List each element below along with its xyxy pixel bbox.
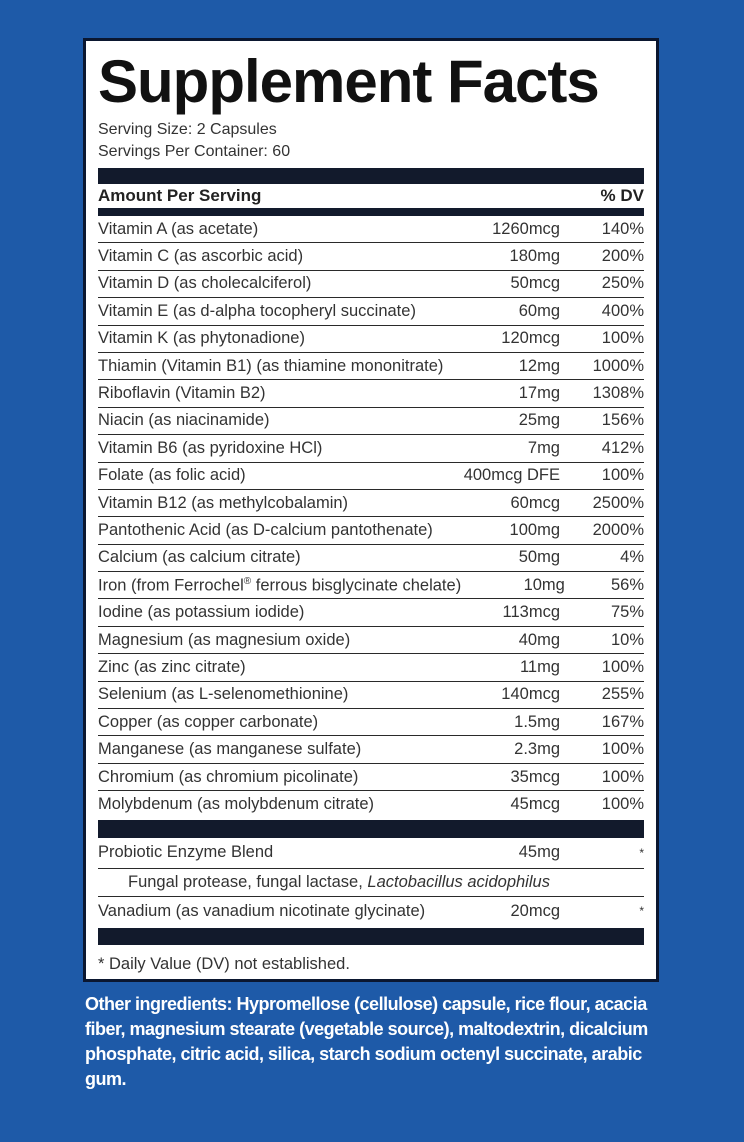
nutrient-row	[98, 736, 644, 763]
nutrient-dv: 4%	[620, 548, 644, 567]
nutrient-row	[98, 545, 644, 572]
nutrient-amount: 17mg	[518, 384, 560, 403]
vanadium-dv: *	[639, 904, 644, 919]
nutrient-amount: 45mcg	[510, 794, 560, 813]
nutrient-row	[98, 271, 644, 298]
divider-thick	[98, 928, 644, 945]
nutrient-name: Copper (as copper carbonate)	[98, 712, 319, 731]
nutrient-amount: 50mcg	[510, 274, 560, 293]
header-amount: Amount Per Serving	[98, 186, 262, 205]
nutrient-row	[98, 682, 644, 709]
nutrient-name: Vitamin C (as ascorbic acid)	[98, 247, 304, 266]
nutrient-dv: 167%	[601, 712, 644, 731]
nutrient-row	[98, 572, 644, 599]
nutrient-dv: 2500%	[592, 493, 644, 512]
blend-dv: *	[639, 845, 644, 860]
blend-amount: 45mg	[518, 843, 560, 862]
nutrient-name: Iron (from Ferrochel® ferrous bisglycinate chelate)	[98, 575, 462, 595]
nutrient-row	[98, 599, 644, 626]
nutrient-name: Riboflavin (Vitamin B2)	[98, 384, 266, 403]
nutrient-dv: 1308%	[592, 384, 644, 403]
nutrient-row	[98, 408, 644, 435]
nutrient-name: Vitamin A (as acetate)	[98, 219, 259, 238]
nutrient-dv: 250%	[601, 274, 644, 293]
nutrient-row	[98, 463, 644, 490]
nutrient-dv: 2000%	[592, 520, 644, 539]
divider-thick	[98, 168, 644, 184]
label-title: Supplement Facts	[98, 48, 599, 115]
nutrient-amount: 140mcg	[501, 685, 560, 704]
nutrient-name: Magnesium (as magnesium oxide)	[98, 630, 351, 649]
nutrient-dv: 56%	[610, 575, 644, 594]
nutrient-dv: 100%	[601, 794, 644, 813]
nutrient-amount: 100mg	[509, 520, 560, 539]
nutrient-name: Vitamin K (as phytonadione)	[98, 329, 305, 348]
vanadium-amount: 20mcg	[510, 901, 560, 920]
vanadium-name: Vanadium (as vanadium nicotinate glycinate)	[98, 901, 426, 920]
nutrient-name: Calcium (as calcium citrate)	[98, 548, 301, 567]
nutrient-name: Niacin (as niacinamide)	[98, 411, 270, 430]
nutrient-name: Vitamin B12 (as methylcobalamin)	[98, 493, 349, 512]
nutrient-row	[98, 326, 644, 353]
nutrient-row	[98, 627, 644, 654]
nutrient-name: Thiamin (Vitamin B1) (as thiamine mononitrate)	[98, 356, 444, 375]
nutrient-amount: 11mg	[519, 657, 560, 676]
nutrient-name: Manganese (as manganese sulfate)	[98, 740, 362, 759]
nutrient-dv: 140%	[601, 219, 644, 238]
nutrient-dv: 10%	[610, 630, 644, 649]
nutrient-dv: 100%	[601, 740, 644, 759]
nutrient-row	[98, 490, 644, 517]
nutrient-name: Zinc (as zinc citrate)	[98, 657, 246, 676]
nutrient-dv: 100%	[601, 767, 644, 786]
footnote: * Daily Value (DV) not established.	[98, 954, 350, 973]
nutrient-amount: 180mg	[509, 247, 560, 266]
supplement-facts-panel	[83, 38, 659, 982]
nutrient-row	[98, 243, 644, 270]
nutrient-name: Vitamin B6 (as pyridoxine HCl)	[98, 438, 323, 457]
nutrient-amount: 1.5mg	[514, 712, 560, 731]
nutrient-row	[98, 517, 644, 544]
servings-per-container: Servings Per Container: 60	[98, 143, 291, 160]
nutrient-name: Iodine (as potassium iodide)	[98, 603, 305, 622]
divider-thick	[98, 820, 644, 838]
divider-medium	[98, 208, 644, 216]
nutrient-dv: 100%	[601, 657, 644, 676]
nutrient-row	[98, 353, 644, 380]
nutrient-dv: 100%	[601, 329, 644, 348]
nutrient-dv: 412%	[601, 438, 644, 457]
nutrient-row	[98, 435, 644, 462]
nutrient-amount: 60mg	[518, 301, 560, 320]
nutrient-name: Vitamin E (as d-alpha tocopheryl succinate)	[98, 301, 416, 320]
blend-components-italic: Lactobacillus acidophilus	[367, 872, 550, 891]
serving-size: Serving Size: 2 Capsules	[98, 121, 277, 138]
registered-mark: ®	[243, 575, 252, 587]
nutrient-amount: 113mcg	[502, 603, 560, 622]
nutrient-name: Folate (as folic acid)	[98, 466, 246, 485]
vanadium-row	[98, 896, 644, 926]
nutrient-amount: 400mcg DFE	[463, 466, 560, 485]
nutrient-row	[98, 654, 644, 681]
nutrient-amount: 2.3mg	[514, 740, 560, 759]
nutrient-amount: 10mg	[523, 575, 565, 594]
nutrient-table	[98, 216, 644, 818]
nutrient-dv: 200%	[601, 247, 644, 266]
nutrient-name: Molybdenum (as molybdenum citrate)	[98, 794, 375, 813]
nutrient-row	[98, 791, 644, 817]
nutrient-amount: 7mg	[527, 438, 560, 457]
nutrient-amount: 120mcg	[501, 329, 560, 348]
nutrient-amount: 60mcg	[510, 493, 560, 512]
nutrient-dv: 156%	[601, 411, 644, 430]
nutrient-amount: 35mcg	[510, 767, 560, 786]
nutrient-name: Selenium (as L-selenomethionine)	[98, 685, 349, 704]
nutrient-dv: 100%	[601, 466, 644, 485]
nutrient-row	[98, 380, 644, 407]
nutrient-row	[98, 216, 644, 243]
nutrient-dv: 400%	[601, 301, 644, 320]
nutrient-row	[98, 764, 644, 791]
table-header	[98, 184, 644, 208]
nutrient-dv: 75%	[610, 603, 644, 622]
nutrient-amount: 25mg	[518, 411, 560, 430]
nutrient-name: Pantothenic Acid (as D-calcium pantothenate)	[98, 520, 433, 539]
nutrient-dv: 255%	[601, 685, 644, 704]
blend-components	[98, 868, 644, 896]
nutrient-row	[98, 709, 644, 736]
nutrient-amount: 12mg	[518, 356, 560, 375]
header-dv: % DV	[600, 186, 644, 205]
nutrient-row	[98, 298, 644, 325]
nutrient-name: Chromium (as chromium picolinate)	[98, 767, 359, 786]
panel-content	[98, 41, 644, 974]
nutrient-amount: 50mg	[518, 548, 560, 567]
blend-name: Probiotic Enzyme Blend	[98, 843, 274, 862]
nutrient-name: Vitamin D (as cholecalciferol)	[98, 274, 312, 293]
nutrient-amount: 40mg	[518, 630, 560, 649]
blend-components-plain: Fungal protease, fungal lactase,	[128, 872, 368, 891]
nutrient-amount: 1260mcg	[492, 219, 560, 238]
blend-row	[98, 838, 644, 868]
other-ingredients: Other ingredients: Hypromellose (cellulose) capsule, rice flour, acacia fiber, magnesium stearate (vegetable source), maltodextrin, dicalcium phosphate, citric acid, silica, starch sodium octenyl succinate, arabic gum.	[85, 994, 648, 1089]
nutrient-dv: 1000%	[592, 356, 644, 375]
